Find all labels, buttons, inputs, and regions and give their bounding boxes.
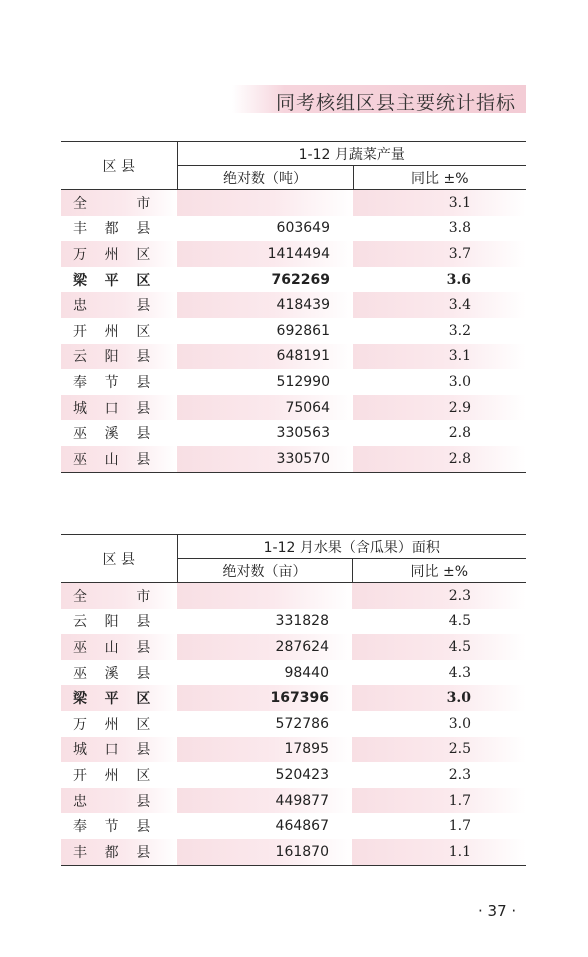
yoy-value: 1.1 [352,839,526,865]
region-char: 区 [136,716,151,733]
region-char: 县 [136,742,151,759]
fruit-area-table [61,534,526,866]
region-char: 巫 [73,665,87,682]
table-row [61,788,526,814]
region-char: 平 [104,272,119,289]
region-char: 区 [136,691,151,708]
region-char: 云 [73,614,87,631]
region-char: 州 [104,716,119,733]
region-name [61,609,177,635]
region-char: 都 [104,844,119,861]
region-char: 开 [73,323,87,340]
table-row [61,267,526,293]
region-char: 区 [136,272,151,289]
absolute-column-header: 绝对数（亩） [177,559,352,583]
region-char: 县 [136,614,151,631]
region-char: 万 [73,716,87,733]
region-char: 口 [104,400,119,417]
yoy-column-header: 同比 ±% [352,559,526,583]
absolute-value: 762269 [271,271,330,288]
absolute-value [177,583,352,609]
region-char: 城 [73,400,87,417]
region-char: 县 [136,426,151,443]
table-row [61,737,526,763]
region-char: 节 [104,819,119,836]
table-row [61,216,526,242]
region-char: 忠 [73,298,87,315]
region-name [61,762,177,788]
region-char: 州 [104,767,119,784]
yoy-value: 2.5 [352,737,526,763]
yoy-value: 3.8 [448,220,472,237]
yoy-value: 3.0 [448,715,472,732]
yoy-value: 3.1 [353,344,526,370]
table-row [61,369,526,395]
table-row [61,318,526,344]
region-char: 县 [136,819,151,836]
region-char: 阳 [104,349,119,366]
region-char: 州 [104,246,119,263]
yoy-value: 1.7 [352,788,526,814]
region-char [105,791,137,811]
region-name [61,241,177,267]
yoy-value: 4.5 [352,634,526,660]
absolute-value: 520423 [275,766,329,783]
region-char: 县 [136,400,151,417]
absolute-value: 331828 [275,613,329,630]
region-char: 节 [104,374,119,391]
table-row [61,634,526,660]
region-char: 溪 [104,665,119,682]
region-char [105,586,137,606]
region-char: 区 [136,767,151,784]
yoy-value: 3.0 [352,685,526,711]
table-row [61,420,526,446]
region-char: 州 [104,323,119,340]
absolute-value: 75064 [177,395,353,421]
absolute-value: 418439 [177,292,353,318]
region-char: 梁 [73,272,87,289]
absolute-value: 449877 [177,788,352,814]
region-name [61,711,177,737]
region-name [61,216,177,242]
region-char: 巫 [73,426,87,443]
region-name [61,344,177,370]
region-char: 区 [136,246,151,263]
absolute-value: 330563 [276,425,330,442]
region-char: 县 [136,639,151,656]
region-char: 奉 [73,819,87,836]
absolute-value: 648191 [177,344,353,370]
region-char: 市 [136,195,151,212]
region-char: 县 [136,349,151,366]
table-row [61,190,526,216]
table-row [61,583,526,609]
region-char: 开 [73,767,87,784]
yoy-value: 1.7 [448,818,472,835]
absolute-value: 603649 [276,220,330,237]
region-char: 丰 [73,221,87,238]
yoy-value: 3.6 [446,271,472,288]
region-name [61,369,177,395]
section-title: 同考核组区县主要统计指标 [275,92,516,114]
region-char [105,295,137,315]
table-row [61,813,526,839]
table-row [61,446,526,472]
region-char: 阳 [104,614,119,631]
region-name [61,395,177,421]
region-char: 市 [136,588,151,605]
region-char: 山 [104,451,119,468]
region-char: 巫 [73,451,87,468]
yoy-value: 4.5 [448,613,472,630]
table-row [61,660,526,686]
region-char: 县 [136,451,151,468]
region-name [61,813,177,839]
vegetable-output-table [61,141,526,473]
region-char [105,193,137,213]
region-char: 云 [73,349,87,366]
region-char: 县 [136,298,151,315]
region-char: 平 [104,691,119,708]
region-name [61,267,177,293]
region-char: 都 [104,221,119,238]
table-row [61,344,526,370]
absolute-value: 167396 [177,685,352,711]
region-char: 口 [104,742,119,759]
region-char: 区 [136,323,151,340]
region-column-header: 区 县 [61,142,177,190]
absolute-value: 692861 [276,322,330,339]
table-row [61,839,526,865]
region-char: 山 [104,639,119,656]
region-name [61,318,177,344]
region-name [61,420,177,446]
yoy-value: 4.3 [448,664,472,681]
yoy-value: 3.0 [448,373,472,390]
table-row [61,685,526,711]
region-char: 县 [136,665,151,682]
region-name [61,788,177,814]
absolute-value: 17895 [177,737,352,763]
yoy-value: 3.4 [353,292,526,318]
region-name [61,634,177,660]
table-title: 1-12 月蔬菜产量 [177,142,526,166]
table-row [61,292,526,318]
region-char: 县 [136,844,151,861]
yoy-value: 3.7 [353,241,526,267]
region-char: 忠 [73,793,87,810]
absolute-column-header: 绝对数（吨） [177,166,353,190]
table-title: 1-12 月水果（含瓜果）面积 [177,535,526,559]
region-char: 奉 [73,374,87,391]
region-name [61,190,177,216]
yoy-value: 3.1 [353,190,526,216]
yoy-value: 2.8 [353,446,526,472]
absolute-value: 287624 [177,634,352,660]
region-char: 溪 [104,426,119,443]
yoy-value: 2.9 [353,395,526,421]
table-row [61,241,526,267]
region-name [61,583,177,609]
region-char: 城 [73,742,87,759]
region-char: 全 [73,588,87,605]
region-name [61,292,177,318]
absolute-value: 330570 [177,446,353,472]
region-char: 县 [136,221,151,238]
page-number: · 37 · [478,902,517,920]
yoy-value: 3.2 [448,322,472,339]
table-row [61,762,526,788]
region-char: 县 [136,793,151,810]
region-name [61,839,177,865]
region-column-header: 区 县 [61,535,177,583]
region-char: 全 [73,195,87,212]
region-char: 县 [136,374,151,391]
section-title-band [232,85,526,113]
absolute-value: 464867 [275,818,329,835]
yoy-column-header: 同比 ±% [353,166,526,190]
region-name [61,446,177,472]
region-char: 巫 [73,639,87,656]
absolute-value: 161870 [177,839,352,865]
region-name [61,660,177,686]
region-char: 丰 [73,844,87,861]
absolute-value: 572786 [275,715,329,732]
table-row [61,609,526,635]
absolute-value: 98440 [284,664,329,681]
absolute-value: 512990 [276,373,330,390]
table-row [61,711,526,737]
yoy-value: 2.8 [448,425,472,442]
yoy-value: 2.3 [352,583,526,609]
region-char: 万 [73,246,87,263]
absolute-value [177,190,353,216]
table-row [61,395,526,421]
yoy-value: 2.3 [448,766,472,783]
region-name [61,685,177,711]
absolute-value: 1414494 [177,241,353,267]
region-name [61,737,177,763]
region-char: 梁 [73,691,87,708]
